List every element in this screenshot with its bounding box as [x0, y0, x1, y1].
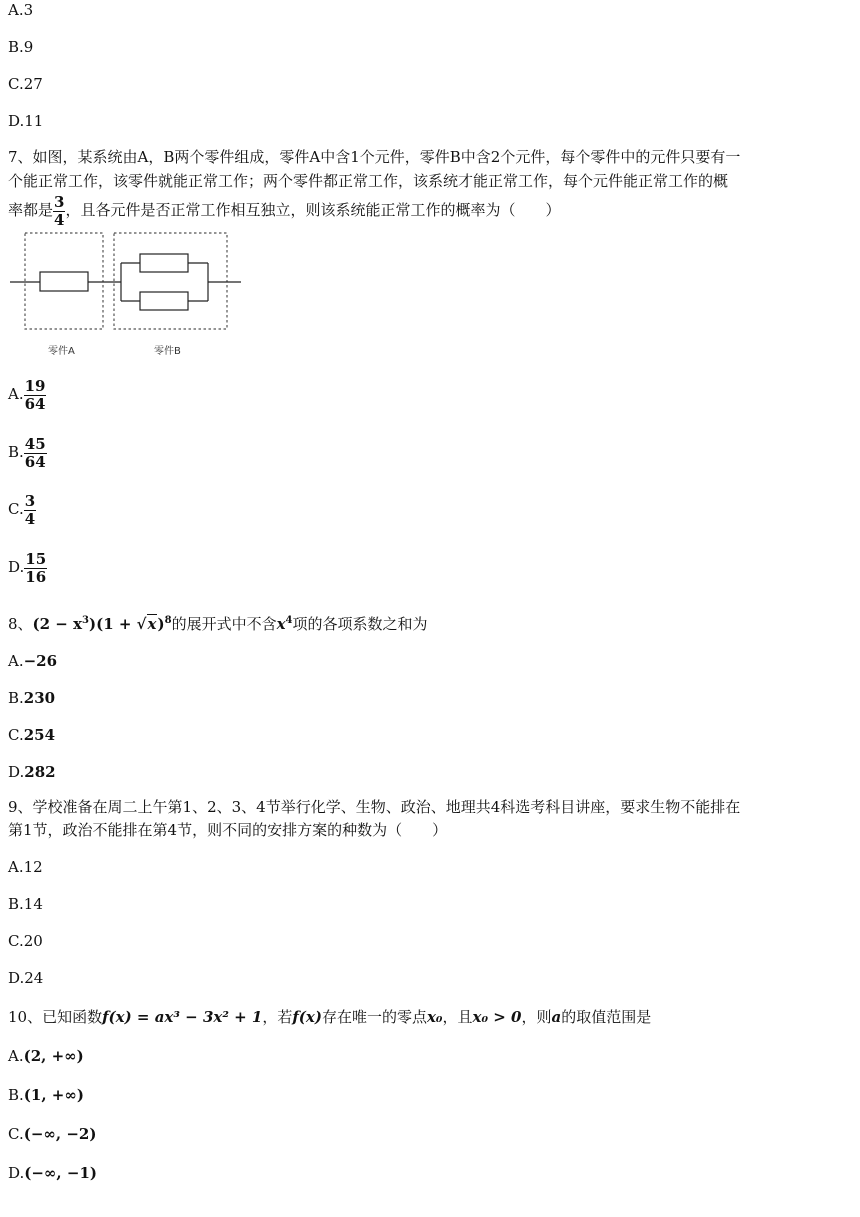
q7-option-c: C. $\frac{3}{4}$	[8, 491, 36, 528]
q7-stem-line1: 7、如图，某系统由A，B两个零件组成，零件A中含1个元件，零件B中含2个元件，每个零件中的元件只要有一	[8, 148, 741, 166]
q6-option-d: D.11	[8, 112, 44, 130]
q9-stem-line2: 第1节，政治不能排在第4节，则不同的安排方案的种数为（ ）	[8, 821, 448, 839]
q7-probability-fraction: $\frac{3}{4}$	[54, 192, 65, 229]
q7-option-d: D. $\frac{15}{16}$	[8, 549, 47, 586]
q10-option-a: A.(2, +∞)	[8, 1047, 84, 1065]
q6-option-b: B.9	[8, 38, 34, 56]
component-b1	[140, 254, 188, 272]
label-part-b: 零件B	[154, 346, 181, 357]
q10-stem: 10、已知函数f(x) = ax³ − 3x² + 1，若f(x)存在唯一的零点x₀，且x₀ > 0，则a的取值范围是	[8, 1008, 652, 1026]
q6-option-a: A.3	[8, 1, 34, 19]
q9-stem-line1: 9、学校准备在周二上午第1、2、3、4节举行化学、生物、政治、地理共4科选考科目讲座，要求生物不能排在	[8, 798, 741, 816]
q9-option-c: C.20	[8, 932, 43, 950]
q9-option-b: B.14	[8, 895, 43, 913]
q9-option-a: A.12	[8, 858, 43, 876]
q10-option-c: C.(−∞, −2)	[8, 1125, 97, 1143]
part-b-box	[114, 233, 227, 329]
component-a	[40, 272, 88, 291]
q10-option-d: D.(−∞, −1)	[8, 1164, 97, 1182]
q10-option-b: B.(1, +∞)	[8, 1086, 84, 1104]
component-b2	[140, 292, 188, 310]
q7-circuit-figure	[8, 230, 244, 358]
q8-stem: 8、$(2 - x^3)(1 + √x)^8$的展开式中不含$x^4$项的各项系数之和为	[8, 615, 428, 633]
q9-option-d: D.24	[8, 969, 44, 987]
q8-option-c: C.254	[8, 726, 56, 744]
q6-option-c: C.27	[8, 75, 43, 93]
q8-option-d: D.282	[8, 763, 56, 781]
q8-option-a: A.−26	[8, 652, 58, 670]
q7-stem-line2: 个能正常工作，该零件就能正常工作；两个零件都正常工作，该系统才能正常工作，每个元件能正常工作的概	[8, 172, 729, 190]
q7-option-b: B. $\frac{45}{64}$	[8, 434, 46, 471]
q7-option-a: A. $\frac{19}{64}$	[8, 376, 46, 413]
q8-option-b: B.230	[8, 689, 56, 707]
label-part-a: 零件A	[48, 346, 75, 357]
q7-stem-line3: 率都是 $\frac{3}{4}$ ，且各元件是否正常工作相互独立，则该系统能正常工作的概率为（ ）	[8, 192, 561, 229]
